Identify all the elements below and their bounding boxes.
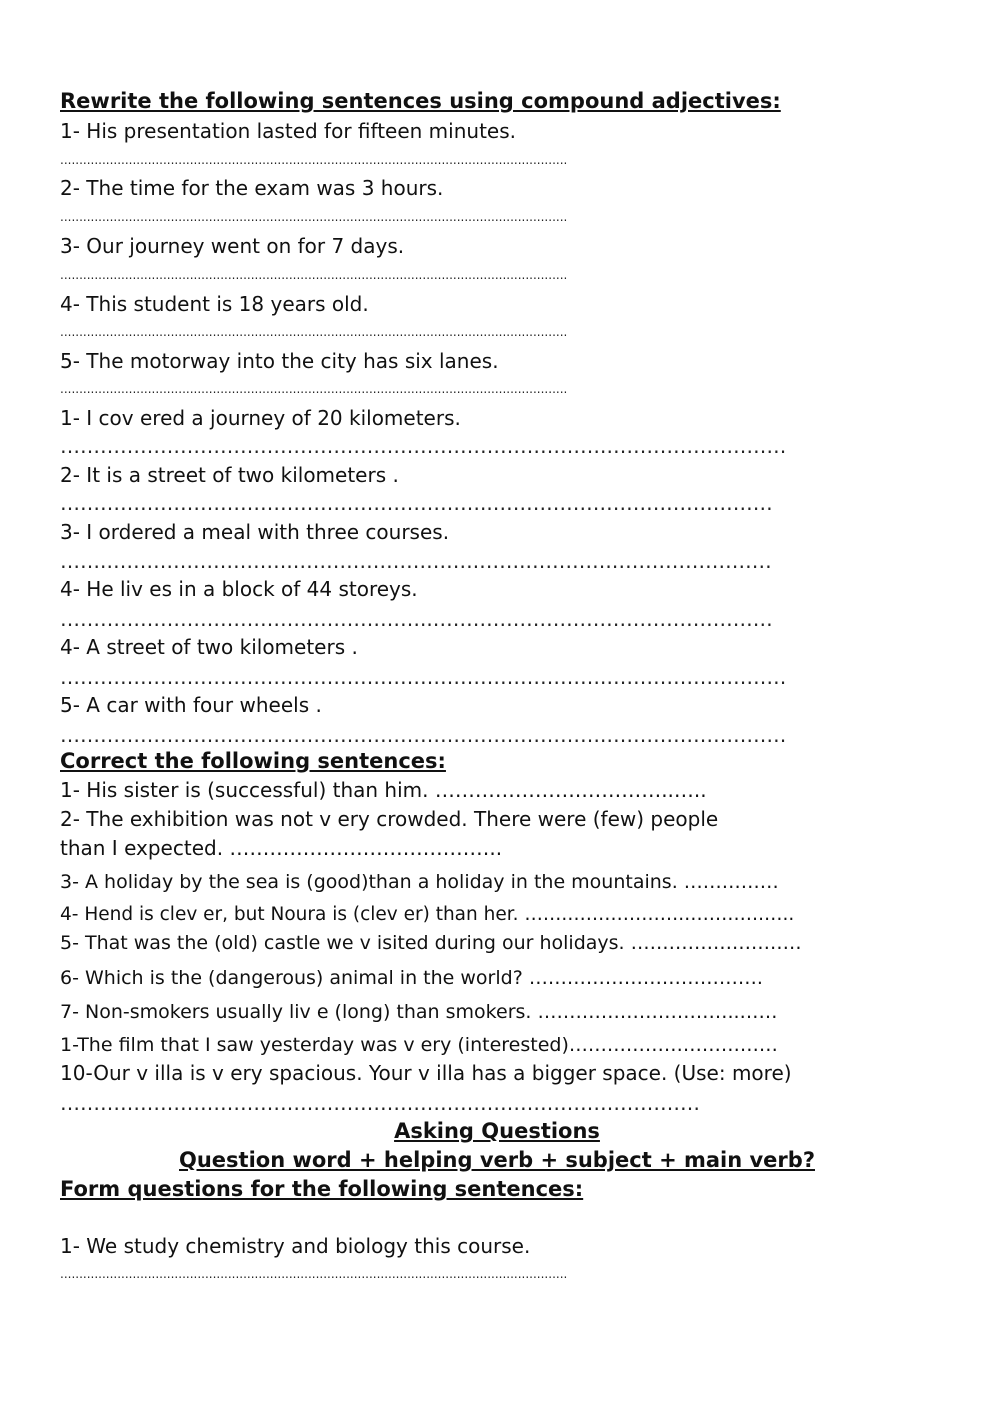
exercise-sentence: 2- It is a street of two kilometers . bbox=[60, 463, 399, 487]
correction-line: 1-The film that I saw yesterday was v ery (interested)…………………………… bbox=[60, 1034, 778, 1056]
answer-line[interactable]: ..................................................................................................................................... bbox=[60, 382, 568, 396]
answer-line[interactable]: ………………………………………………………..…………………………………… bbox=[60, 491, 773, 515]
section-title-asking-questions: Asking Questions bbox=[394, 1119, 600, 1143]
question-formula: Question word + helping verb + subject + main verb? bbox=[179, 1148, 815, 1172]
answer-line[interactable]: …….……………………….……………………….…….………….…………………… bbox=[60, 549, 772, 573]
correction-line: 6- Which is the (dangerous) animal in the world? ………………………………. bbox=[60, 967, 763, 989]
correction-line: 3- A holiday by the sea is (good)than a holiday in the mountains. …………… bbox=[60, 871, 779, 893]
answer-line[interactable]: ………………………………………………..…………………………………………… bbox=[60, 607, 773, 631]
section-heading-correct-sentences: Correct the following sentences: bbox=[60, 749, 446, 773]
exercise-sentence: 1- We study chemistry and biology this course. bbox=[60, 1234, 531, 1258]
answer-line[interactable]: …………………………………………………………………………………… bbox=[60, 1091, 700, 1115]
exercise-sentence: 3- I ordered a meal with three courses. bbox=[60, 520, 450, 544]
correction-line: 10-Our v illa is v ery spacious. Your v illa has a bigger space. (Use: more) bbox=[60, 1061, 792, 1085]
answer-line[interactable]: ..................................................................................................................................... bbox=[60, 1267, 568, 1281]
answer-line[interactable]: ..................................................................................................................................... bbox=[60, 325, 568, 339]
answer-line[interactable]: ..................................................................................................................................... bbox=[60, 268, 568, 282]
section-heading-compound-adjectives: Rewrite the following sentences using compound adjectives: bbox=[60, 89, 781, 113]
answer-line[interactable]: ……………………………………………………………………….……………………… bbox=[60, 665, 787, 689]
exercise-sentence: 1- His presentation lasted for fifteen minutes. bbox=[60, 119, 516, 143]
exercise-sentence: 2- The time for the exam was 3 hours. bbox=[60, 176, 444, 200]
correction-line: 4- Hend is clev er, but Noura is (clev er) than her. …….……………….………….….. bbox=[60, 904, 795, 925]
answer-line[interactable]: ……………………………………………………………………….……………………… bbox=[60, 434, 787, 458]
exercise-sentence: 4- He liv es in a block of 44 storeys. bbox=[60, 577, 418, 601]
correction-line: 1- His sister is (successful) than him. ………………….…………..….. bbox=[60, 778, 707, 802]
answer-line[interactable]: ..................................................................................................................................... bbox=[60, 153, 568, 167]
exercise-sentence: 5- A car with four wheels . bbox=[60, 693, 322, 717]
correction-line: than I expected. ………………………………….. bbox=[60, 836, 503, 860]
exercise-sentence: 4- This student is 18 years old. bbox=[60, 292, 369, 316]
correction-line: 7- Non-smokers usually liv e (long) than smokers. …………………………..…… bbox=[60, 1001, 778, 1023]
exercise-sentence: 3- Our journey went on for 7 days. bbox=[60, 234, 405, 258]
answer-line[interactable]: ..................................................................................................................................... bbox=[60, 210, 568, 224]
exercise-sentence: 1- I cov ered a journey of 20 kilometers. bbox=[60, 406, 461, 430]
answer-line[interactable]: ……………………………………………………………………….……………………… bbox=[60, 723, 787, 747]
exercise-sentence: 4- A street of two kilometers . bbox=[60, 635, 358, 659]
correction-line: 5- That was the (old) castle we v isited during our holidays. ……………………… bbox=[60, 932, 802, 954]
correction-line: 2- The exhibition was not v ery crowded. There were (few) people bbox=[60, 807, 719, 831]
exercise-sentence: 5- The motorway into the city has six lanes. bbox=[60, 349, 499, 373]
section-heading-form-questions: Form questions for the following sentences: bbox=[60, 1177, 584, 1201]
